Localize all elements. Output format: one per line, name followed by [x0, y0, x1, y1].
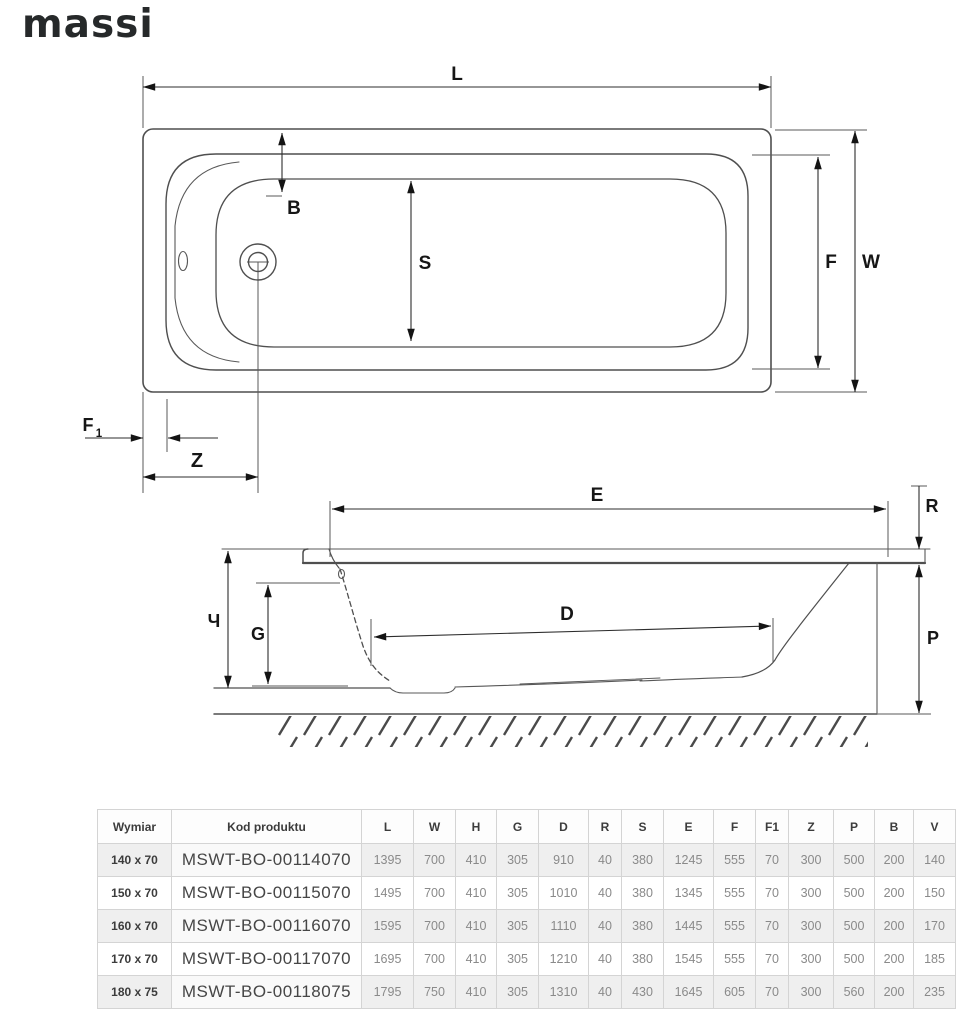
label-G: G — [250, 624, 266, 644]
value-cell: 1010 — [539, 877, 589, 910]
dimension-line-D — [374, 626, 771, 637]
dimension-cell: 150 x 70 — [98, 877, 172, 910]
value-cell: 1245 — [664, 844, 714, 877]
column-header: S — [622, 810, 664, 844]
tub-bottom-inner — [520, 678, 660, 684]
value-cell: 555 — [714, 910, 756, 943]
value-cell: 410 — [456, 844, 497, 877]
column-header: L — [362, 810, 414, 844]
column-header: F — [714, 810, 756, 844]
value-cell: 70 — [756, 976, 789, 1009]
dimension-cell: 140 x 70 — [98, 844, 172, 877]
value-cell: 1210 — [539, 943, 589, 976]
value-cell: 500 — [834, 910, 875, 943]
value-cell: 410 — [456, 877, 497, 910]
label-Z: Z — [190, 450, 204, 472]
product-code-cell: MSWT-BO-00117070 — [172, 943, 362, 976]
value-cell: 380 — [622, 910, 664, 943]
value-cell: 410 — [456, 910, 497, 943]
table-row — [98, 943, 956, 976]
value-cell: 140 — [914, 844, 956, 877]
value-cell: 1495 — [362, 877, 414, 910]
column-header: G — [497, 810, 539, 844]
value-cell: 1595 — [362, 910, 414, 943]
value-cell: 300 — [789, 976, 834, 1009]
tub-outer-rim — [143, 129, 771, 392]
column-header: W — [414, 810, 456, 844]
value-cell: 40 — [589, 910, 622, 943]
value-cell: 200 — [875, 844, 914, 877]
product-code-cell: MSWT-BO-00116070 — [172, 910, 362, 943]
column-header: B — [875, 810, 914, 844]
value-cell: 300 — [789, 877, 834, 910]
label-S: S — [418, 253, 432, 274]
label-H: Ч — [207, 611, 221, 631]
label-B: B — [287, 198, 301, 219]
label-F: F — [825, 252, 837, 273]
table-row — [98, 976, 956, 1009]
spec-table-body — [98, 844, 956, 1009]
value-cell: 40 — [589, 877, 622, 910]
value-cell: 1695 — [362, 943, 414, 976]
value-cell: 700 — [414, 877, 456, 910]
value-cell: 560 — [834, 976, 875, 1009]
product-code-cell: MSWT-BO-00118075 — [172, 976, 362, 1009]
value-cell: 605 — [714, 976, 756, 1009]
value-cell: 1110 — [539, 910, 589, 943]
dimension-cell: 160 x 70 — [98, 910, 172, 943]
column-header: Wymiar — [98, 810, 172, 844]
tub-foot — [390, 688, 455, 693]
column-header: R — [589, 810, 622, 844]
value-cell: 40 — [589, 943, 622, 976]
value-cell: 200 — [875, 877, 914, 910]
value-cell: 70 — [756, 910, 789, 943]
value-cell: 300 — [789, 943, 834, 976]
label-F1: F — [82, 415, 94, 435]
brand-logo: massi — [22, 2, 154, 47]
value-cell: 1445 — [664, 910, 714, 943]
value-cell: 910 — [539, 844, 589, 877]
column-header: E — [664, 810, 714, 844]
label-R: R — [925, 496, 939, 516]
value-cell: 1645 — [664, 976, 714, 1009]
value-cell: 70 — [756, 943, 789, 976]
value-cell: 1395 — [362, 844, 414, 877]
value-cell: 170 — [914, 910, 956, 943]
value-cell: 1795 — [362, 976, 414, 1009]
value-cell: 305 — [497, 877, 539, 910]
column-header: Kod produktu — [172, 810, 362, 844]
value-cell: 305 — [497, 943, 539, 976]
value-cell: 300 — [789, 844, 834, 877]
side-view-diagram — [208, 485, 939, 747]
value-cell: 1345 — [664, 877, 714, 910]
tub-bottom-mid — [455, 680, 642, 687]
value-cell: 40 — [589, 844, 622, 877]
value-cell: 150 — [914, 877, 956, 910]
value-cell: 500 — [834, 844, 875, 877]
value-cell: 555 — [714, 943, 756, 976]
label-F1-subscript: 1 — [95, 428, 103, 440]
left-wall-dashed — [340, 569, 390, 681]
label-W: W — [862, 252, 880, 273]
overflow-icon — [179, 252, 188, 271]
value-cell: 305 — [497, 844, 539, 877]
value-cell: 430 — [622, 976, 664, 1009]
table-row — [98, 877, 956, 910]
column-header: P — [834, 810, 875, 844]
value-cell: 700 — [414, 943, 456, 976]
product-code-cell: MSWT-BO-00115070 — [172, 877, 362, 910]
rim-left-cap — [303, 549, 308, 563]
value-cell: 1545 — [664, 943, 714, 976]
table-row — [98, 844, 956, 877]
label-L: L — [451, 64, 463, 85]
value-cell: 700 — [414, 910, 456, 943]
label-E: E — [590, 485, 604, 506]
value-cell: 70 — [756, 877, 789, 910]
value-cell: 235 — [914, 976, 956, 1009]
value-cell: 410 — [456, 976, 497, 1009]
column-header: V — [914, 810, 956, 844]
value-cell: 410 — [456, 943, 497, 976]
value-cell: 700 — [414, 844, 456, 877]
value-cell: 305 — [497, 910, 539, 943]
table-row — [98, 910, 956, 943]
value-cell: 40 — [589, 976, 622, 1009]
column-header: Z — [789, 810, 834, 844]
value-cell: 380 — [622, 844, 664, 877]
value-cell: 200 — [875, 910, 914, 943]
value-cell: 300 — [789, 910, 834, 943]
value-cell: 555 — [714, 877, 756, 910]
spec-table-header-row — [98, 810, 956, 844]
value-cell: 500 — [834, 877, 875, 910]
value-cell: 555 — [714, 844, 756, 877]
value-cell: 380 — [622, 943, 664, 976]
value-cell: 200 — [875, 976, 914, 1009]
label-D: D — [560, 604, 574, 625]
dimension-cell: 170 x 70 — [98, 943, 172, 976]
value-cell: 380 — [622, 877, 664, 910]
product-code-cell: MSWT-BO-00114070 — [172, 844, 362, 877]
spec-table — [97, 809, 956, 1009]
column-header: H — [456, 810, 497, 844]
value-cell: 305 — [497, 976, 539, 1009]
value-cell: 1310 — [539, 976, 589, 1009]
value-cell: 70 — [756, 844, 789, 877]
top-view-diagram — [83, 64, 881, 493]
label-P: P — [926, 628, 940, 648]
value-cell: 500 — [834, 943, 875, 976]
tub-bottom-right — [640, 677, 742, 681]
floor-hatching — [276, 716, 868, 747]
value-cell: 750 — [414, 976, 456, 1009]
right-wall-slope — [742, 563, 849, 677]
column-header: D — [539, 810, 589, 844]
value-cell: 200 — [875, 943, 914, 976]
value-cell: 185 — [914, 943, 956, 976]
dimension-cell: 180 x 75 — [98, 976, 172, 1009]
column-header: F1 — [756, 810, 789, 844]
